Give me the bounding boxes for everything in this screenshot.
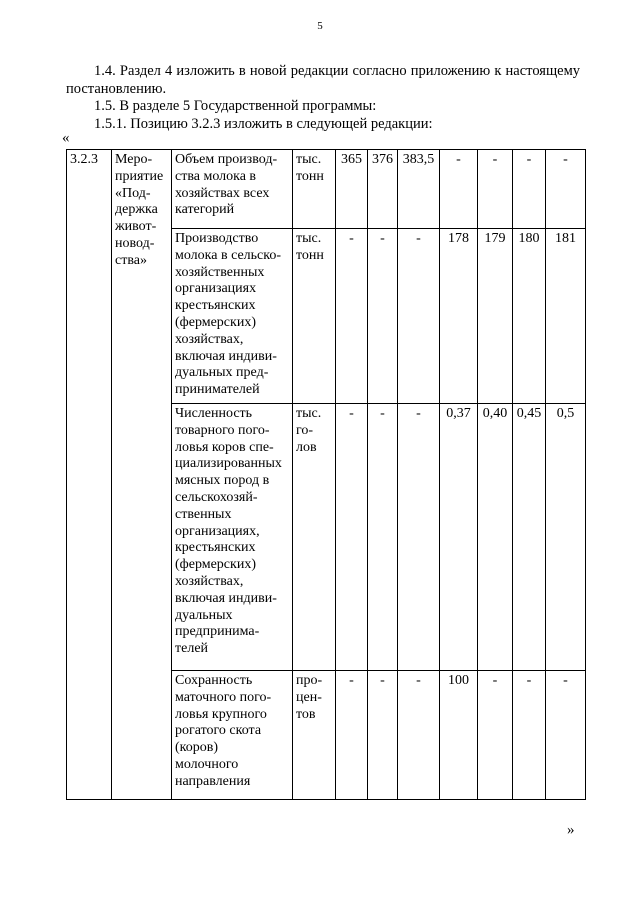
paragraph-1-4: 1.4. Раздел 4 изложить в новой редакции согласно приложению к настоящему постановлению.: [66, 63, 580, 97]
value-cell: 181: [546, 229, 586, 404]
text-line: сельскохозяй-: [175, 489, 258, 505]
text-line: ловья крупного: [175, 706, 267, 722]
text-line: хозяйственных: [175, 264, 265, 280]
text-line: тыс.: [296, 231, 322, 246]
text-line: ства молока в: [175, 168, 257, 184]
text-line: крестьянских: [175, 298, 256, 314]
value-cell: 376: [368, 150, 398, 229]
value-cell: -: [336, 404, 368, 671]
text-line: (коров): [175, 740, 219, 756]
text-line: ловья коров спе-: [175, 439, 274, 455]
text-line: Меро-: [115, 152, 153, 167]
text-line: (фермерских): [175, 314, 256, 330]
text-line: молочного: [175, 756, 239, 772]
text-line: тыс.: [296, 406, 322, 421]
text-line: тов: [296, 706, 316, 722]
unit-cell: [293, 671, 336, 800]
value-cell: -: [513, 150, 546, 229]
text-line: включая индиви-: [175, 590, 277, 606]
text-line: дуальных пред-: [175, 365, 269, 381]
text-line: организациях,: [175, 523, 260, 539]
text-line: мясных пород в: [175, 473, 270, 489]
value-cell: 0,40: [478, 404, 513, 671]
indicator-name-cell: [172, 671, 293, 800]
text-line: ственных: [175, 506, 232, 522]
text-line: Численность: [175, 406, 253, 421]
text-line: (фермерских): [175, 557, 256, 573]
text-line: ства»: [115, 252, 147, 268]
value-cell: 180: [513, 229, 546, 404]
text-line: приятие: [115, 168, 164, 184]
value-cell: -: [368, 404, 398, 671]
text-line: про-: [296, 673, 323, 688]
value-cell: 0,45: [513, 404, 546, 671]
text-line: Производство: [175, 231, 259, 246]
closing-quote: »: [567, 822, 575, 838]
value-cell: 365: [336, 150, 368, 229]
text-line: организациях: [175, 281, 257, 297]
value-cell: -: [478, 150, 513, 229]
value-cell: 179: [478, 229, 513, 404]
value-cell: -: [398, 229, 440, 404]
text-line: тонн: [296, 168, 324, 184]
value-cell: -: [546, 150, 586, 229]
indicator-name-cell: [172, 404, 293, 671]
text-line: включая индиви-: [175, 348, 277, 364]
text-line: Объем производ-: [175, 152, 278, 167]
text-line: маточного пого-: [175, 689, 272, 705]
unit-cell: [293, 229, 336, 404]
value-cell: -: [398, 671, 440, 800]
value-cell: -: [398, 404, 440, 671]
value-cell: 0,5: [546, 404, 586, 671]
value-cell: -: [368, 671, 398, 800]
text-line: крестьянских: [175, 540, 256, 556]
paragraph-1-5: 1.5. В разделе 5 Государственной программы:: [94, 98, 377, 114]
text-line: тыс.: [296, 152, 322, 167]
opening-quote: «: [62, 130, 70, 146]
value-cell: -: [478, 671, 513, 800]
indicator-name-cell: [172, 229, 293, 404]
position-number-cell: 3.2.3: [67, 150, 112, 800]
text-line: хозяйствах,: [175, 573, 244, 589]
text-line: направления: [175, 773, 251, 789]
text-line: предпринима-: [175, 624, 260, 640]
text-line: Сохранность: [175, 673, 253, 688]
unit-cell: [293, 404, 336, 671]
text-line: держка: [115, 202, 158, 218]
text-line: циализированных: [175, 456, 282, 472]
page-number: 5: [317, 20, 323, 32]
value-cell: 383,5: [398, 150, 440, 229]
text-line: товарного пого-: [175, 422, 270, 438]
text-line: новод-: [115, 235, 155, 251]
text-line: цен-: [296, 689, 322, 705]
text-line: рогатого скота: [175, 723, 262, 739]
text-line: хозяйствах,: [175, 331, 244, 347]
value-cell: -: [336, 671, 368, 800]
value-cell: 0,37: [440, 404, 478, 671]
value-cell: -: [546, 671, 586, 800]
paragraph-1-5-1: 1.5.1. Позицию 3.2.3 изложить в следующей редакции:: [94, 116, 433, 132]
value-cell: -: [368, 229, 398, 404]
value-cell: -: [336, 229, 368, 404]
text-line: го-: [296, 422, 314, 438]
value-cell: -: [513, 671, 546, 800]
unit-cell: [293, 150, 336, 229]
text-line: молока в сельско-: [175, 247, 282, 263]
text-line: живот-: [115, 219, 157, 235]
value-cell: 100: [440, 671, 478, 800]
text-line: принимателей: [175, 382, 260, 398]
text-line: хозяйствах всех: [175, 185, 270, 201]
text-line: категорий: [175, 202, 235, 218]
table-row: [67, 150, 586, 229]
activity-name-cell: [112, 150, 172, 800]
value-cell: 178: [440, 229, 478, 404]
table-body: [67, 150, 586, 800]
text-line: телей: [175, 641, 209, 657]
text-line: лов: [296, 439, 317, 455]
text-line: тонн: [296, 247, 324, 263]
program-table: [66, 149, 586, 800]
indicator-name-cell: [172, 150, 293, 229]
text-line: «Под-: [115, 185, 151, 201]
text-line: дуальных: [175, 607, 233, 623]
value-cell: -: [440, 150, 478, 229]
